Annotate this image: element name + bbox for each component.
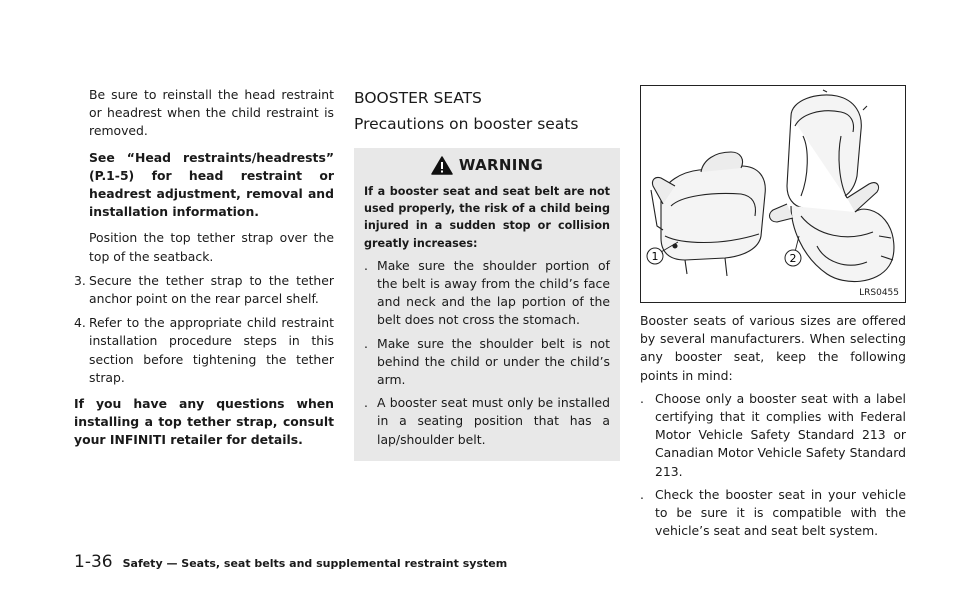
page-footer (74, 552, 507, 572)
warning-title: WARNING (458, 156, 544, 175)
step-number: 4. (74, 315, 86, 331)
callout-1-text: 1 (651, 250, 659, 263)
bullet-dot: . (364, 395, 368, 411)
warning-intro: If a booster seat and seat belt are not used properly, the risk of a child being injured in a sudden stop or collision greatly increases: (364, 185, 610, 250)
column-middle (354, 86, 620, 461)
booster-bullet (640, 390, 906, 481)
bullet-text: Make sure the shoulder belt is not behind the child or under the child’s arm. (377, 335, 610, 388)
bullet-text: A booster seat must only be installed in a seating position that has a lap/shoulder belt. (377, 395, 610, 447)
warning-box (354, 148, 620, 461)
booster-seat-illustration (640, 85, 906, 303)
bullet-text: Choose only a booster seat with a label certifying that it complies with Federal Motor Vehicle Safety Standard 213 or Canadian Motor Vehicle Safety Standard 213. (655, 390, 906, 479)
paragraph-reinstall: Be sure to reinstall the head restraint or headrest when the child restraint is removed. (89, 87, 334, 139)
paragraph-see-reference: See “Head restraints/headrests” (P.1-5) for head restraint or headrest adjustment, removal and installation information. (89, 149, 334, 220)
column-left (74, 86, 334, 450)
warning-header (364, 156, 610, 175)
warning-bullet (364, 335, 610, 390)
bullet-dot: . (364, 257, 368, 273)
step-text: Refer to the appropriate child restraint installation procedure steps in this section before tightening the tether strap. (89, 315, 334, 385)
footer-section-title: Safety — Seats, seat belts and supplemental restraint system (122, 557, 508, 570)
warning-bullet (364, 394, 610, 449)
figure-code: LRS0455 (859, 288, 899, 298)
step-number: 3. (74, 272, 86, 288)
booster-seats-drawing (641, 86, 905, 302)
warning-triangle-icon (431, 156, 453, 175)
paragraph-booster-intro: Booster seats of various sizes are offered by several manufacturers. When selecting any booster seat, keep the following points in mind: (640, 313, 906, 383)
booster-bullet (640, 486, 906, 541)
bullet-text: Check the booster seat in your vehicle to be sure it is compatible with the vehicle’s seat and seat belt system. (655, 486, 906, 539)
section-heading: BOOSTER SEATS (354, 89, 482, 107)
bullet-text: Make sure the shoulder portion of the belt is away from the child’s face and neck and the lap portion of the belt does not cross the stomach. (377, 257, 610, 328)
paragraph-position-strap: Position the top tether strap over the top of the seatback. (89, 230, 334, 264)
bullet-dot: . (364, 335, 368, 351)
step-3 (74, 272, 334, 308)
column-right (640, 312, 906, 540)
step-text: Secure the tether strap to the tether anchor point on the rear parcel shelf. (89, 272, 334, 307)
step-4 (74, 314, 334, 387)
bullet-dot: . (640, 486, 644, 502)
callout-2-text: 2 (789, 252, 797, 265)
warning-bullet (364, 257, 610, 330)
bullet-dot: . (640, 390, 644, 406)
paragraph-contact-retailer: If you have any questions when installing a top tether strap, consult your INFINITI retailer for details. (74, 396, 334, 448)
subsection-heading: Precautions on booster seats (354, 115, 579, 133)
page-number: 1-36 (74, 552, 113, 572)
